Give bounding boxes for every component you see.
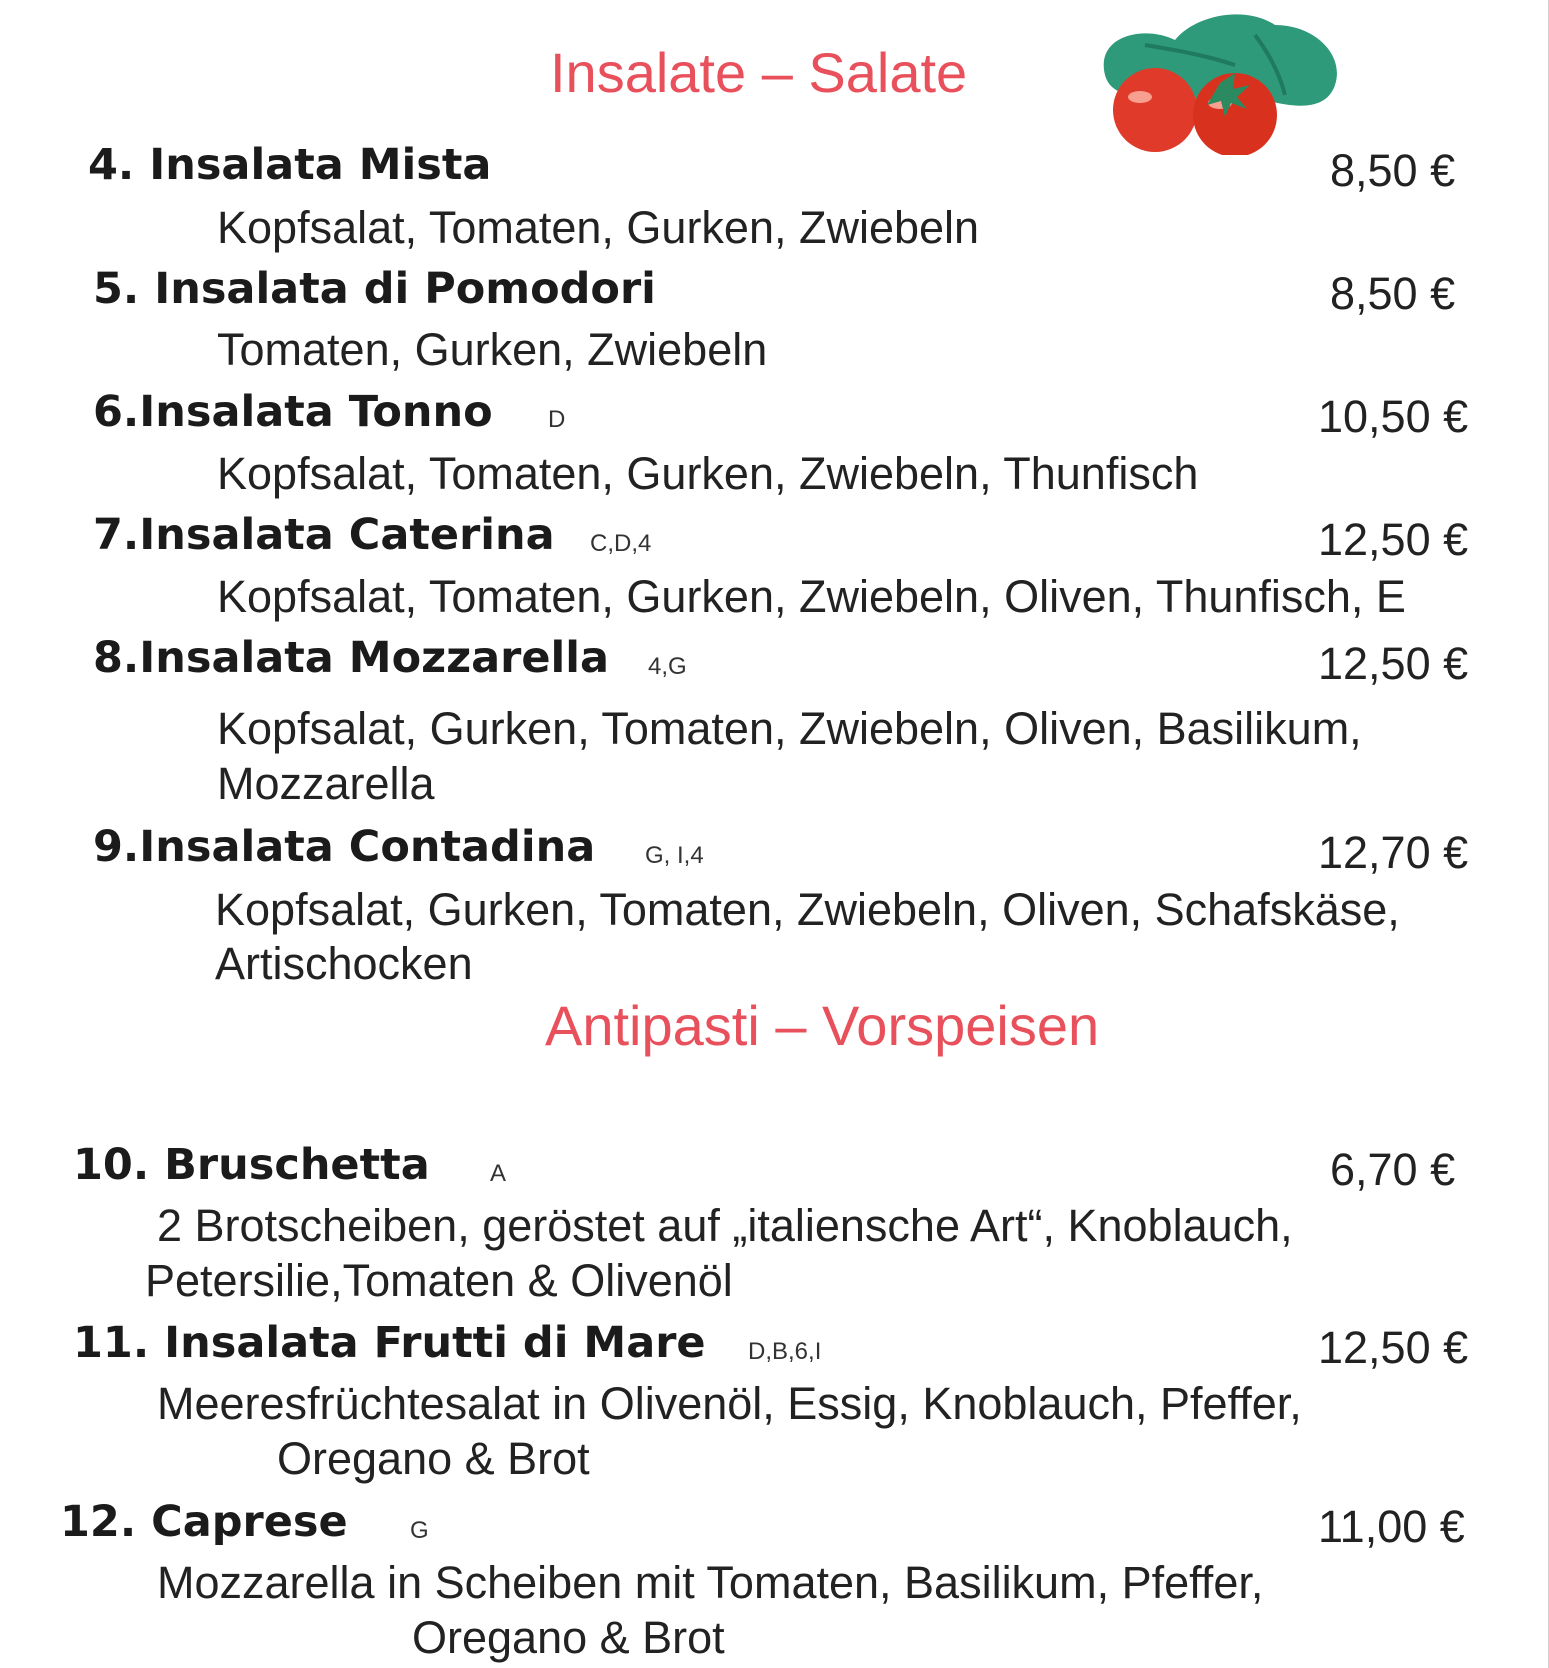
item-name: 12. Caprese [60, 1497, 348, 1547]
item-description: Tomaten, Gurken, Zwiebeln [217, 324, 768, 375]
item-name: 9.Insalata Contadina [93, 822, 596, 872]
item-description-line2: Oregano & Brot [277, 1433, 590, 1484]
item-description: Kopfsalat, Tomaten, Gurken, Zwiebeln, Thunfisch [217, 448, 1199, 499]
item-description: Kopfsalat, Tomaten, Gurken, Zwiebeln, Oliven, Thunfisch, E [217, 571, 1406, 622]
item-allergens: G [410, 1517, 429, 1544]
item-price: 12,50 € [1318, 1322, 1469, 1373]
item-description-line2: Petersilie,Tomaten & Olivenöl [145, 1255, 733, 1306]
item-name: 5. Insalata di Pomodori [93, 264, 656, 314]
item-description-line2: Oregano & Brot [412, 1612, 725, 1663]
item-name: 10. Bruschetta [73, 1140, 430, 1190]
item-description-line2: Mozzarella [217, 758, 435, 809]
item-price: 6,70 € [1330, 1144, 1456, 1195]
item-description: Mozzarella in Scheiben mit Tomaten, Basilikum, Pfeffer, [157, 1557, 1264, 1608]
item-description: Kopfsalat, Gurken, Tomaten, Zwiebeln, Oliven, Basilikum, [217, 703, 1362, 754]
item-name: 7.Insalata Caterina [93, 510, 555, 560]
item-name: 4. Insalata Mista [88, 140, 492, 190]
item-price: 12,50 € [1318, 638, 1469, 689]
item-allergens: 4,G [648, 653, 687, 680]
item-price: 12,50 € [1318, 514, 1469, 565]
item-price: 10,50 € [1318, 391, 1469, 442]
item-name: 6.Insalata Tonno [93, 387, 493, 437]
item-name: 8.Insalata Mozzarella [93, 633, 610, 683]
item-allergens: C,D,4 [590, 530, 652, 557]
item-description: Kopfsalat, Gurken, Tomaten, Zwiebeln, Oliven, Schafskäse, [215, 884, 1400, 935]
item-description: 2 Brotscheiben, geröstet auf „italiensche Art“, Knoblauch, [157, 1200, 1293, 1251]
item-price: 11,00 € [1318, 1501, 1465, 1552]
section-title-salads: Insalate – Salate [550, 41, 968, 104]
section-title-antipasti: Antipasti – Vorspeisen [545, 994, 1100, 1057]
item-allergens: A [490, 1160, 507, 1187]
item-name: 11. Insalata Frutti di Mare [73, 1318, 706, 1368]
item-description: Kopfsalat, Tomaten, Gurken, Zwiebeln [217, 202, 980, 253]
item-allergens: D,B,6,I [748, 1338, 822, 1365]
item-price: 8,50 € [1330, 268, 1456, 319]
item-allergens: D [548, 406, 566, 433]
item-description-line2: Artischocken [215, 938, 473, 989]
tomato-basil-illustration-icon [1085, 5, 1345, 155]
item-price: 12,70 € [1318, 827, 1469, 878]
item-allergens: G, I,4 [645, 842, 704, 869]
item-price: 8,50 € [1330, 145, 1456, 196]
item-description: Meeresfrüchtesalat in Olivenöl, Essig, Knoblauch, Pfeffer, [157, 1378, 1302, 1429]
